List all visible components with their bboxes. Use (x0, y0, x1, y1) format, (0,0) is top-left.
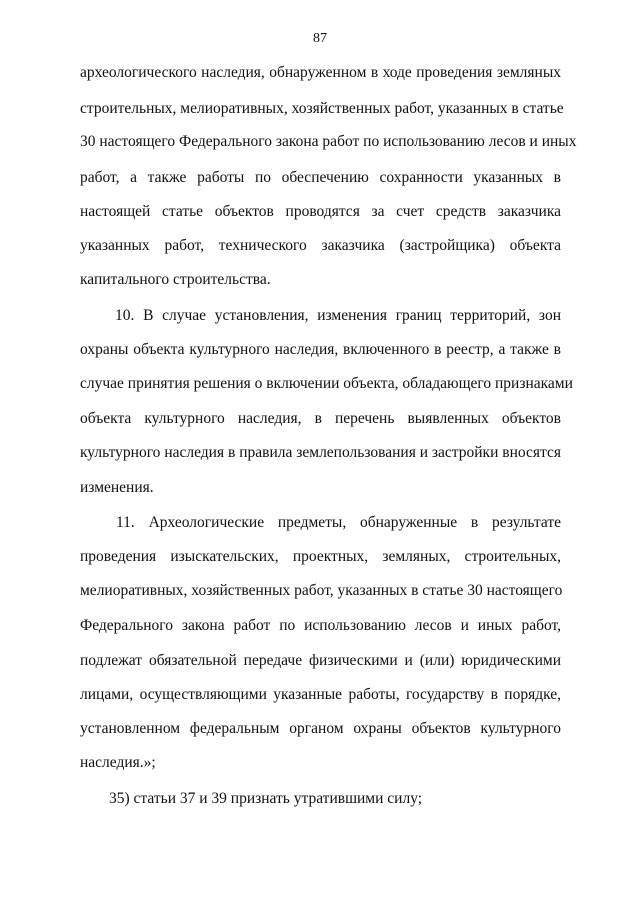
text-line: строительных, мелиоративных, хозяйственных работ, указанных в статье (80, 100, 564, 117)
text-line: культурного наследия в правила землепользования и застройки вносятся (80, 444, 561, 461)
text-line: 11. Археологические предметы, обнаруженные в результате (116, 514, 561, 531)
text-line: подлежат обязательной передаче физическими и (или) юридическими (80, 652, 561, 669)
text-line: работ, а также работы по обеспечению сохранности указанных в (80, 169, 561, 186)
text-line: 30 настоящего Федерального закона работ по использованию лесов и иных (80, 133, 577, 150)
text-line: случае принятия решения о включении объекта, обладающего признаками (80, 375, 573, 392)
text-line: археологического наследия, обнаруженном в ходе проведения земляных (80, 64, 561, 81)
page-number: 87 (313, 31, 327, 46)
text-line: проведения изыскательских, проектных, земляных, строительных, (80, 548, 561, 565)
text-line: указанных работ, технического заказчика (застройщика) объекта (80, 237, 561, 254)
text-line: мелиоративных, хозяйственных работ, указанных в статье 30 настоящего (80, 582, 563, 599)
text-line: лицами, осуществляющими указанные работы, государству в порядке, (80, 686, 561, 703)
text-line: 35) статьи 37 и 39 признать утратившими силу; (109, 790, 423, 807)
text-line: настоящей статье объектов проводятся за счет средств заказчика (80, 203, 561, 220)
text-line: 10. В случае установления, изменения границ территорий, зон (115, 307, 561, 324)
text-line: капитального строительства. (80, 271, 271, 288)
text-line: объекта культурного наследия, в перечень выявленных объектов (80, 410, 561, 427)
text-line: установленном федеральным органом охраны объектов культурного (80, 720, 561, 737)
text-line: охраны объекта культурного наследия, включенного в реестр, а также в (80, 341, 561, 358)
text-line: наследия.»; (80, 754, 156, 771)
text-line: Федерального закона работ по использованию лесов и иных работ, (80, 617, 561, 634)
text-line: изменения. (80, 479, 154, 496)
